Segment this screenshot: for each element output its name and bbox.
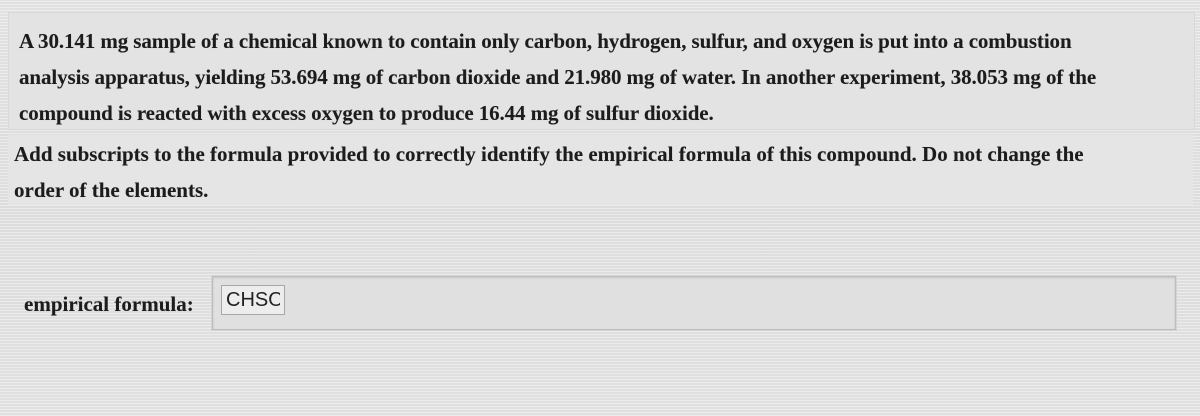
question-line-1: A 30.141 mg sample of a chemical known to contain only carbon, hydrogen, sulfur, and oxygen is put into a combustion xyxy=(19,29,1072,53)
question-line-3: compound is reacted with excess oxygen to produce 16.44 mg of sulfur dioxide. xyxy=(19,101,714,125)
answer-box[interactable] xyxy=(212,276,1176,330)
question-panel xyxy=(8,12,1195,130)
answer-label: empirical formula: xyxy=(24,292,194,316)
answer-row xyxy=(0,270,1200,340)
instruction-line-2: order of the elements. xyxy=(14,178,209,202)
instruction-line-1: Add subscripts to the formula provided to correctly identify the empirical formula of this compound. Do not change the xyxy=(14,142,1084,166)
instruction-text xyxy=(14,136,1184,208)
question-line-2: analysis apparatus, yielding 53.694 mg of carbon dioxide and 21.980 mg of water. In another experiment, 38.053 mg of the xyxy=(19,65,1097,89)
instruction-panel xyxy=(8,135,1193,205)
question-text xyxy=(19,23,1194,131)
empirical-formula-input[interactable] xyxy=(221,285,285,315)
